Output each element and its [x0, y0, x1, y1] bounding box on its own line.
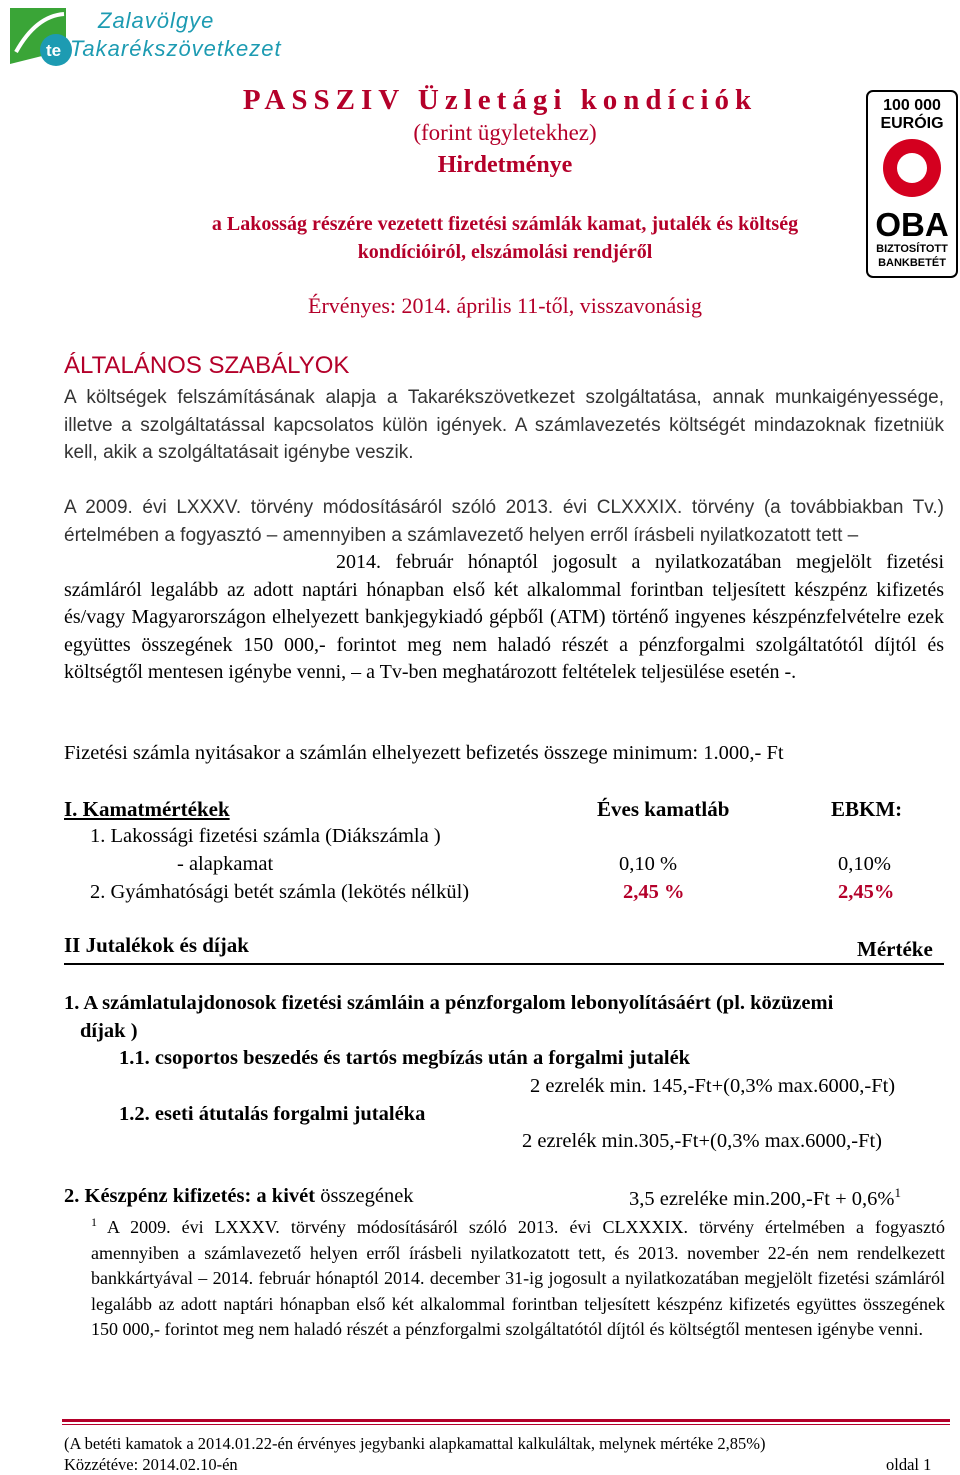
rates-heading: I. Kamatmértékek [64, 797, 230, 821]
general-paragraph-1: A költségek felszámításának alapja a Takarékszövetkezet szolgáltatása, annak munkaigényessége, illetve a szolgáltatással kapcsolatos külön igények. A számlavezetés költségét mindazoknak fizetniük kell, akik a szolgáltatásait igénybe veszik. [64, 387, 944, 463]
rate-item-2-ebkm: 2,45% [838, 881, 895, 903]
fee-item-1-cont: díjak ) [80, 1020, 138, 1042]
rate-item-1-ebkm: 0,10% [838, 853, 891, 875]
lead-text: a Lakosság részére vezetett fizetési számlák kamat, jutalék és költség kondícióiról, elszámolási rendjéről [211, 213, 799, 263]
logo-mark-text: te [46, 41, 62, 60]
fee-item-2-amount: összegének [320, 1185, 414, 1207]
logo-name-line1: Zalavölgye [98, 8, 215, 33]
fee-item-2 [64, 1185, 414, 1208]
fee-item-2-value [629, 1185, 901, 1211]
footer-page-number: oldal 1 [886, 1455, 932, 1474]
footnote-text: A 2009. évi LXXXV. törvény módosításáról szóló 2013. évi CLXXXIX. törvény értelmében a fogyasztó amennyiben a számlavezető helyen erről írásbeli nyilatkozatott tett, és 2013. november 22-én nem rendelkezett bankkártyával – 2014. február hónaptól 2014. december 31-ig jogosult a nyilatkozatában megjelölt fizetési számláról legalább az adott naptári hónapban első két alkalommal forintban teljesített készpénz kifizetés együttes összegének 150 000,- forintot meg nem haladó részét a pénzforgalmi szolgáltatótól díjtól és költségtől mentesen igénybe venni. [91, 1217, 945, 1339]
badge-line2: EURÓIG [880, 115, 944, 132]
fees-col-rate: Mértéke [857, 937, 933, 961]
rate-item-2: 2. Gyámhatósági betét számla (lekötés nélkül) [90, 881, 470, 903]
page-subtitle: (forint ügyletekhez) [413, 120, 597, 145]
fee-item-2-label: 2. Készpénz kifizetés: [64, 1185, 252, 1207]
rates-col-ebkm: EBKM: [831, 797, 903, 821]
footer-published: Közzétéve: 2014.02.10-én [64, 1455, 238, 1474]
badge-line3: BIZTOSÍTOTT [876, 243, 948, 255]
rate-item-1: 1. Lakossági fizetési számla (Diákszámla ) [90, 825, 441, 847]
validity-text: Érvényes: 2014. április 11-től, visszavonásig [308, 293, 702, 318]
page-subtitle-2: Hirdetménye [437, 152, 573, 178]
page-title: PASSZIV Üzletági kondíciók [242, 84, 758, 116]
fee-item-2-withdrawal: a kivét [256, 1185, 316, 1207]
oba-badge [866, 90, 958, 278]
fee-item-1-2: 1.2. eseti átutalás forgalmi jutaléka [119, 1103, 426, 1125]
general-paragraph-2a: A 2009. évi LXXXV. törvény módosításáról szóló 2013. évi CLXXXIX. törvény (a továbbiakban Tv.) értelmében a fogyasztó – amennyiben a számlavezető helyen erről írásbeli nyilatkozatott tett – [64, 497, 944, 546]
logo-name-line2: Takarékszövetkezet [70, 36, 282, 61]
footer-note: (A betéti kamatok a 2014.01.22-én érvényes jegybanki alapkamattal kalkuláltak, melynek mértéke 2,85%) [64, 1434, 766, 1453]
badge-line1: 100 000 [883, 97, 941, 114]
rates-heading-row [64, 797, 909, 823]
fee-item-1-1-value: 2 ezrelék min. 145,-Ft+(0,3% max.6000,-Ft) [530, 1075, 896, 1097]
fee-item-2-footnote-ref: 1 [894, 1185, 901, 1200]
rate-item-2-rate: 2,45 % [623, 881, 685, 903]
footer-divider [62, 1419, 950, 1422]
minimum-deposit-text: Fizetési számla nyitásakor a számlán elhelyezett befizetés összege minimum: 1.000,- Ft [64, 742, 784, 764]
general-heading: ÁLTALÁNOS SZABÁLYOK [64, 352, 350, 379]
fee-item-1-1: 1.1. csoportos beszedés és tartós megbízás után a forgalmi jutalék [119, 1047, 691, 1069]
rate-item-1-sub: - alapkamat [177, 853, 274, 875]
footnote-marker: 1 [91, 1215, 97, 1229]
fee-item-1: 1. A számlatulajdonosok fizetési számláin a pénzforgalom lebonyolításáért (pl. közüzemi [64, 992, 834, 1014]
fee-item-2-value-text: 3,5 ezreléke min.200,-Ft + 0,6% [629, 1187, 895, 1210]
fee-item-1-2-value: 2 ezrelék min.305,-Ft+(0,3% max.6000,-Ft) [522, 1130, 882, 1152]
fees-heading: II Jutalékok és díjak [64, 933, 249, 957]
badge-oba: OBA [875, 206, 949, 243]
rates-col-annual: Éves kamatláb [597, 797, 730, 821]
fees-heading-row [64, 933, 944, 965]
general-paragraph-2b: 2014. február hónaptól jogosult a nyilatkozatában megjelölt fizetési számláról legalább az adott naptári hónapban első két alkalommal forintban teljesített készpénz kifizetés és/vagy Magyarországon elhelyezett bankjegykiadó gépből (ATM) történő ingyenes készpénzfelvételre ezek együttes összegének 150 000,- forintot meg nem haladó részét a pénzforgalmi szolgáltatótól díjtól és költségtől mentesen igénybe venni, – a Tv-ben meghatározott feltételek teljesülése esetén -. [64, 551, 944, 683]
footer-divider-thin [62, 1424, 950, 1425]
badge-line4: BANKBETÉT [878, 257, 946, 269]
rate-item-1-rate: 0,10 % [619, 853, 678, 875]
footnote [91, 1210, 945, 1343]
